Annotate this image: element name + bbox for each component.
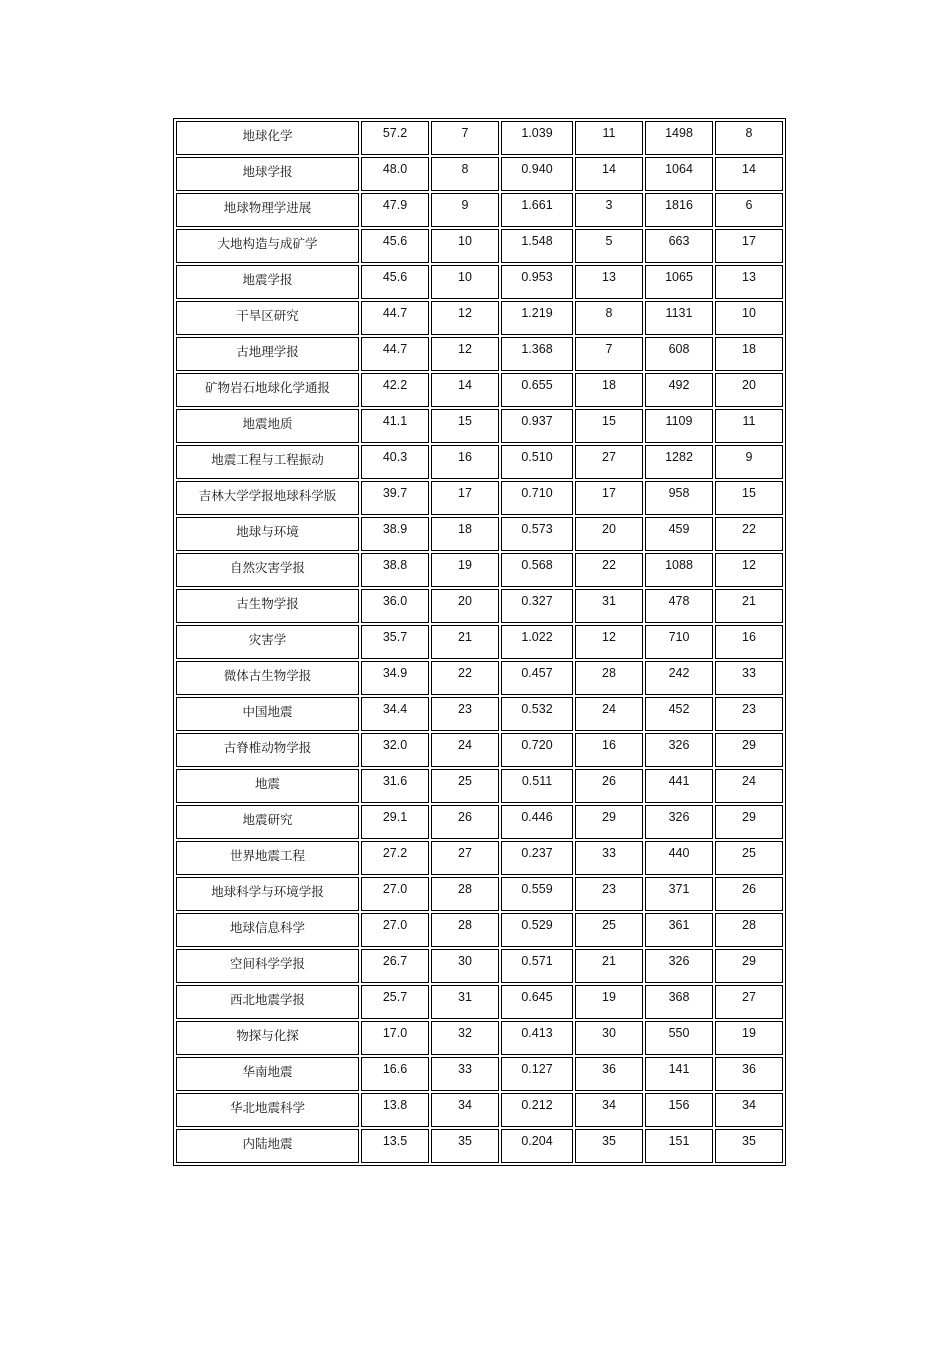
impact-factor-cell: 1.022 (501, 625, 573, 659)
table-row (176, 1093, 783, 1127)
score-cell: 17.0 (361, 1021, 429, 1055)
citation-rank-cell: 29 (715, 949, 783, 983)
citation-count-cell: 958 (645, 481, 713, 515)
score-rank-cell: 7 (431, 121, 499, 155)
score-cell: 39.7 (361, 481, 429, 515)
impact-rank-cell: 5 (575, 229, 643, 263)
table-row (176, 841, 783, 875)
impact-rank-cell: 28 (575, 661, 643, 695)
impact-rank-cell: 30 (575, 1021, 643, 1055)
impact-factor-cell: 0.237 (501, 841, 573, 875)
citation-count-cell: 1088 (645, 553, 713, 587)
score-cell: 27.0 (361, 913, 429, 947)
impact-rank-cell: 31 (575, 589, 643, 623)
impact-rank-cell: 7 (575, 337, 643, 371)
citation-count-cell: 663 (645, 229, 713, 263)
table-row (176, 697, 783, 731)
score-cell: 38.8 (361, 553, 429, 587)
impact-rank-cell: 21 (575, 949, 643, 983)
journal-name-cell: 古脊椎动物学报 (176, 733, 359, 767)
score-cell: 32.0 (361, 733, 429, 767)
score-cell: 40.3 (361, 445, 429, 479)
score-rank-cell: 9 (431, 193, 499, 227)
score-cell: 42.2 (361, 373, 429, 407)
citation-count-cell: 550 (645, 1021, 713, 1055)
journal-name-cell: 矿物岩石地球化学通报 (176, 373, 359, 407)
citation-rank-cell: 23 (715, 697, 783, 731)
journal-name-cell: 空间科学学报 (176, 949, 359, 983)
score-rank-cell: 27 (431, 841, 499, 875)
table-row (176, 733, 783, 767)
journal-name-cell: 干旱区研究 (176, 301, 359, 335)
citation-rank-cell: 25 (715, 841, 783, 875)
citation-rank-cell: 12 (715, 553, 783, 587)
impact-factor-cell: 0.457 (501, 661, 573, 695)
journal-name-cell: 华北地震科学 (176, 1093, 359, 1127)
journal-name-cell: 微体古生物学报 (176, 661, 359, 695)
score-cell: 26.7 (361, 949, 429, 983)
citation-rank-cell: 35 (715, 1129, 783, 1163)
impact-factor-cell: 1.661 (501, 193, 573, 227)
table-row (176, 1129, 783, 1163)
impact-rank-cell: 16 (575, 733, 643, 767)
citation-rank-cell: 13 (715, 265, 783, 299)
citation-count-cell: 1816 (645, 193, 713, 227)
journal-name-cell: 地球信息科学 (176, 913, 359, 947)
score-cell: 13.5 (361, 1129, 429, 1163)
table-row (176, 553, 783, 587)
table-row (176, 229, 783, 263)
citation-count-cell: 459 (645, 517, 713, 551)
citation-count-cell: 478 (645, 589, 713, 623)
table-row (176, 985, 783, 1019)
journal-name-cell: 世界地震工程 (176, 841, 359, 875)
impact-rank-cell: 29 (575, 805, 643, 839)
score-rank-cell: 10 (431, 265, 499, 299)
citation-rank-cell: 34 (715, 1093, 783, 1127)
impact-factor-cell: 0.655 (501, 373, 573, 407)
score-rank-cell: 22 (431, 661, 499, 695)
impact-rank-cell: 35 (575, 1129, 643, 1163)
score-rank-cell: 35 (431, 1129, 499, 1163)
citation-count-cell: 1065 (645, 265, 713, 299)
citation-count-cell: 1498 (645, 121, 713, 155)
table-row (176, 157, 783, 191)
citation-rank-cell: 14 (715, 157, 783, 191)
citation-count-cell: 361 (645, 913, 713, 947)
impact-factor-cell: 0.446 (501, 805, 573, 839)
impact-rank-cell: 22 (575, 553, 643, 587)
citation-rank-cell: 15 (715, 481, 783, 515)
citation-rank-cell: 17 (715, 229, 783, 263)
impact-factor-cell: 1.039 (501, 121, 573, 155)
citation-count-cell: 452 (645, 697, 713, 731)
impact-factor-cell: 0.127 (501, 1057, 573, 1091)
score-rank-cell: 25 (431, 769, 499, 803)
impact-rank-cell: 36 (575, 1057, 643, 1091)
table-row (176, 193, 783, 227)
citation-rank-cell: 10 (715, 301, 783, 335)
score-cell: 35.7 (361, 625, 429, 659)
score-cell: 45.6 (361, 265, 429, 299)
impact-factor-cell: 0.511 (501, 769, 573, 803)
impact-factor-cell: 0.510 (501, 445, 573, 479)
score-rank-cell: 20 (431, 589, 499, 623)
impact-factor-cell: 0.529 (501, 913, 573, 947)
impact-rank-cell: 11 (575, 121, 643, 155)
impact-factor-cell: 1.548 (501, 229, 573, 263)
impact-rank-cell: 34 (575, 1093, 643, 1127)
journal-name-cell: 地震研究 (176, 805, 359, 839)
impact-rank-cell: 19 (575, 985, 643, 1019)
table-row (176, 913, 783, 947)
impact-factor-cell: 0.937 (501, 409, 573, 443)
impact-rank-cell: 8 (575, 301, 643, 335)
score-cell: 34.4 (361, 697, 429, 731)
table-row (176, 949, 783, 983)
score-rank-cell: 32 (431, 1021, 499, 1055)
table-row (176, 445, 783, 479)
impact-factor-cell: 0.645 (501, 985, 573, 1019)
citation-count-cell: 1131 (645, 301, 713, 335)
score-cell: 45.6 (361, 229, 429, 263)
score-rank-cell: 34 (431, 1093, 499, 1127)
citation-rank-cell: 22 (715, 517, 783, 551)
citation-count-cell: 368 (645, 985, 713, 1019)
journal-name-cell: 自然灾害学报 (176, 553, 359, 587)
table-row (176, 121, 783, 155)
citation-count-cell: 492 (645, 373, 713, 407)
score-cell: 27.0 (361, 877, 429, 911)
impact-factor-cell: 0.204 (501, 1129, 573, 1163)
impact-rank-cell: 24 (575, 697, 643, 731)
citation-rank-cell: 19 (715, 1021, 783, 1055)
citation-rank-cell: 20 (715, 373, 783, 407)
journal-name-cell: 古地理学报 (176, 337, 359, 371)
journal-name-cell: 地球学报 (176, 157, 359, 191)
score-rank-cell: 23 (431, 697, 499, 731)
score-cell: 31.6 (361, 769, 429, 803)
impact-rank-cell: 13 (575, 265, 643, 299)
journal-ranking-table (173, 118, 786, 1166)
impact-rank-cell: 15 (575, 409, 643, 443)
citation-count-cell: 371 (645, 877, 713, 911)
journal-name-cell: 吉林大学学报地球科学版 (176, 481, 359, 515)
citation-count-cell: 156 (645, 1093, 713, 1127)
score-rank-cell: 19 (431, 553, 499, 587)
journal-name-cell: 物探与化探 (176, 1021, 359, 1055)
citation-rank-cell: 16 (715, 625, 783, 659)
score-cell: 36.0 (361, 589, 429, 623)
score-rank-cell: 12 (431, 301, 499, 335)
citation-count-cell: 326 (645, 733, 713, 767)
impact-rank-cell: 18 (575, 373, 643, 407)
score-rank-cell: 14 (431, 373, 499, 407)
citation-count-cell: 242 (645, 661, 713, 695)
score-rank-cell: 10 (431, 229, 499, 263)
citation-rank-cell: 11 (715, 409, 783, 443)
score-rank-cell: 8 (431, 157, 499, 191)
journal-name-cell: 地球物理学进展 (176, 193, 359, 227)
impact-factor-cell: 0.568 (501, 553, 573, 587)
score-cell: 41.1 (361, 409, 429, 443)
table-row (176, 409, 783, 443)
citation-count-cell: 608 (645, 337, 713, 371)
score-rank-cell: 31 (431, 985, 499, 1019)
journal-name-cell: 华南地震 (176, 1057, 359, 1091)
impact-factor-cell: 0.953 (501, 265, 573, 299)
impact-rank-cell: 23 (575, 877, 643, 911)
journal-name-cell: 内陆地震 (176, 1129, 359, 1163)
impact-factor-cell: 0.327 (501, 589, 573, 623)
score-rank-cell: 28 (431, 877, 499, 911)
score-rank-cell: 15 (431, 409, 499, 443)
citation-rank-cell: 21 (715, 589, 783, 623)
table-row (176, 625, 783, 659)
table-row (176, 373, 783, 407)
score-cell: 16.6 (361, 1057, 429, 1091)
score-cell: 57.2 (361, 121, 429, 155)
citation-rank-cell: 33 (715, 661, 783, 695)
impact-factor-cell: 1.219 (501, 301, 573, 335)
journal-name-cell: 西北地震学报 (176, 985, 359, 1019)
score-cell: 44.7 (361, 301, 429, 335)
table-row (176, 805, 783, 839)
impact-factor-cell: 0.710 (501, 481, 573, 515)
score-rank-cell: 33 (431, 1057, 499, 1091)
table-row (176, 877, 783, 911)
score-rank-cell: 24 (431, 733, 499, 767)
table-row (176, 265, 783, 299)
citation-count-cell: 1109 (645, 409, 713, 443)
score-rank-cell: 17 (431, 481, 499, 515)
impact-factor-cell: 0.532 (501, 697, 573, 731)
journal-name-cell: 大地构造与成矿学 (176, 229, 359, 263)
citation-rank-cell: 9 (715, 445, 783, 479)
citation-rank-cell: 26 (715, 877, 783, 911)
citation-rank-cell: 28 (715, 913, 783, 947)
citation-rank-cell: 36 (715, 1057, 783, 1091)
score-rank-cell: 26 (431, 805, 499, 839)
impact-factor-cell: 0.571 (501, 949, 573, 983)
impact-factor-cell: 0.573 (501, 517, 573, 551)
impact-rank-cell: 20 (575, 517, 643, 551)
score-rank-cell: 18 (431, 517, 499, 551)
citation-rank-cell: 24 (715, 769, 783, 803)
impact-factor-cell: 0.413 (501, 1021, 573, 1055)
table-row (176, 589, 783, 623)
impact-rank-cell: 17 (575, 481, 643, 515)
journal-name-cell: 地震工程与工程振动 (176, 445, 359, 479)
citation-count-cell: 440 (645, 841, 713, 875)
impact-factor-cell: 0.940 (501, 157, 573, 191)
impact-rank-cell: 25 (575, 913, 643, 947)
impact-rank-cell: 3 (575, 193, 643, 227)
impact-factor-cell: 0.212 (501, 1093, 573, 1127)
score-cell: 44.7 (361, 337, 429, 371)
citation-count-cell: 441 (645, 769, 713, 803)
impact-rank-cell: 14 (575, 157, 643, 191)
citation-count-cell: 326 (645, 805, 713, 839)
table-row (176, 1057, 783, 1091)
journal-name-cell: 地震地质 (176, 409, 359, 443)
journal-name-cell: 地球化学 (176, 121, 359, 155)
journal-name-cell: 古生物学报 (176, 589, 359, 623)
citation-count-cell: 710 (645, 625, 713, 659)
journal-name-cell: 灾害学 (176, 625, 359, 659)
journal-name-cell: 地震学报 (176, 265, 359, 299)
citation-rank-cell: 29 (715, 733, 783, 767)
citation-rank-cell: 18 (715, 337, 783, 371)
score-rank-cell: 21 (431, 625, 499, 659)
score-cell: 47.9 (361, 193, 429, 227)
table-row (176, 337, 783, 371)
citation-count-cell: 141 (645, 1057, 713, 1091)
impact-rank-cell: 27 (575, 445, 643, 479)
citation-count-cell: 1064 (645, 157, 713, 191)
score-cell: 34.9 (361, 661, 429, 695)
score-cell: 25.7 (361, 985, 429, 1019)
score-cell: 48.0 (361, 157, 429, 191)
table-row (176, 517, 783, 551)
impact-factor-cell: 0.559 (501, 877, 573, 911)
impact-factor-cell: 1.368 (501, 337, 573, 371)
table-row (176, 301, 783, 335)
citation-rank-cell: 29 (715, 805, 783, 839)
table-body (176, 121, 783, 1163)
impact-rank-cell: 26 (575, 769, 643, 803)
impact-rank-cell: 33 (575, 841, 643, 875)
score-rank-cell: 16 (431, 445, 499, 479)
citation-rank-cell: 27 (715, 985, 783, 1019)
journal-name-cell: 地球与环境 (176, 517, 359, 551)
citation-rank-cell: 8 (715, 121, 783, 155)
journal-name-cell: 中国地震 (176, 697, 359, 731)
citation-count-cell: 151 (645, 1129, 713, 1163)
score-cell: 38.9 (361, 517, 429, 551)
score-cell: 27.2 (361, 841, 429, 875)
score-rank-cell: 30 (431, 949, 499, 983)
table-row (176, 661, 783, 695)
citation-count-cell: 326 (645, 949, 713, 983)
journal-name-cell: 地球科学与环境学报 (176, 877, 359, 911)
impact-rank-cell: 12 (575, 625, 643, 659)
score-rank-cell: 12 (431, 337, 499, 371)
journal-name-cell: 地震 (176, 769, 359, 803)
citation-rank-cell: 6 (715, 193, 783, 227)
score-cell: 13.8 (361, 1093, 429, 1127)
table-row (176, 481, 783, 515)
citation-count-cell: 1282 (645, 445, 713, 479)
score-cell: 29.1 (361, 805, 429, 839)
impact-factor-cell: 0.720 (501, 733, 573, 767)
table-row (176, 769, 783, 803)
score-rank-cell: 28 (431, 913, 499, 947)
table-row (176, 1021, 783, 1055)
